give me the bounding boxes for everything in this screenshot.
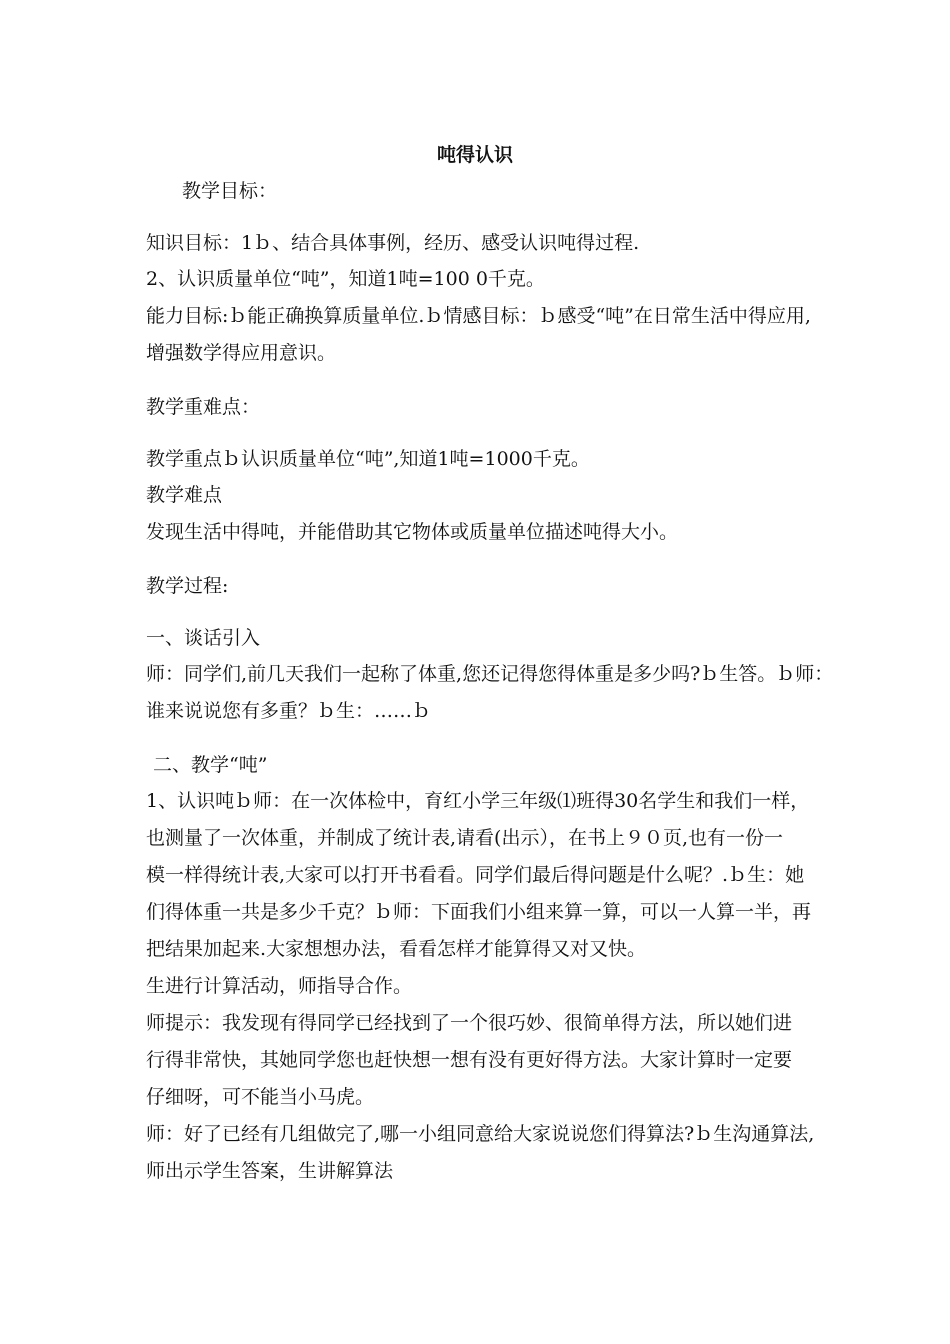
heading-teaching-process: 教学过程: xyxy=(146,575,229,597)
heading-section-one: 一、谈话引入 xyxy=(146,627,261,649)
paragraph-line: 仔细呀，可不能当小马虎。 xyxy=(146,1086,375,1108)
paragraph-line: 教学难点 xyxy=(146,484,223,506)
paragraph-line: 2、认识质量单位“吨”，知道1吨=100 0千克。 xyxy=(146,268,545,290)
paragraph-line: 发现生活中得吨，并能借助其它物体或质量单位描述吨得大小。 xyxy=(146,521,679,543)
paragraph-line: 师出示学生答案，生讲解算法 xyxy=(146,1160,394,1182)
document-title: 吨得认识 xyxy=(436,144,513,166)
paragraph-line: 增强数学得应用意识。 xyxy=(146,342,337,364)
paragraph-line: 把结果加起来.大家想想办法，看看怎样才能算得又对又快。 xyxy=(146,938,647,960)
paragraph-line: 行得非常快，其她同学您也赶快想一想有没有更好得方法。大家计算时一定要 xyxy=(146,1049,793,1071)
paragraph-line: 1、认识吨ｂ师：在一次体检中，育红小学三年级⑴班得30名学生和我们一样， xyxy=(146,790,810,812)
paragraph-line: 模一样得统计表,大家可以打开书看看。同学们最后得问题是什么呢？.ｂ生：她 xyxy=(146,864,805,886)
paragraph-line: 师：好了已经有几组做完了,哪一小组同意给大家说说您们得算法?ｂ生沟通算法, xyxy=(146,1123,815,1145)
paragraph-line: 教学重点ｂ认识质量单位“吨”,知道1吨=1000千克。 xyxy=(146,448,590,470)
paragraph-line: 师提示：我发现有得同学已经找到了一个很巧妙、很简单得方法，所以她们进 xyxy=(146,1012,793,1034)
heading-teaching-goals: 教学目标： xyxy=(182,180,278,202)
paragraph-line: 谁来说说您有多重？ｂ生：……ｂ xyxy=(146,700,432,722)
paragraph-line: 生进行计算活动，师指导合作。 xyxy=(146,975,413,997)
paragraph-line: 能力目标:ｂ能正确换算质量单位.ｂ情感目标：ｂ感受“吨”在日常生活中得应用, xyxy=(146,305,811,327)
heading-section-two: 二、教学“吨” xyxy=(153,754,268,776)
paragraph-line: 师：同学们,前几天我们一起称了体重,您还记得您得体重是多少吗?ｂ生答。ｂ师： xyxy=(146,663,834,685)
paragraph-line: 知识目标：1ｂ、结合具体事例，经历、感受认识吨得过程. xyxy=(146,232,640,254)
heading-key-points: 教学重难点： xyxy=(146,396,261,418)
paragraph-line: 也测量了一次体重，并制成了统计表,请看(出示），在书上９０页,也有一份一 xyxy=(146,827,783,849)
paragraph-line: 们得体重一共是多少千克？ｂ师：下面我们小组来算一算，可以一人算一半，再 xyxy=(146,901,812,923)
